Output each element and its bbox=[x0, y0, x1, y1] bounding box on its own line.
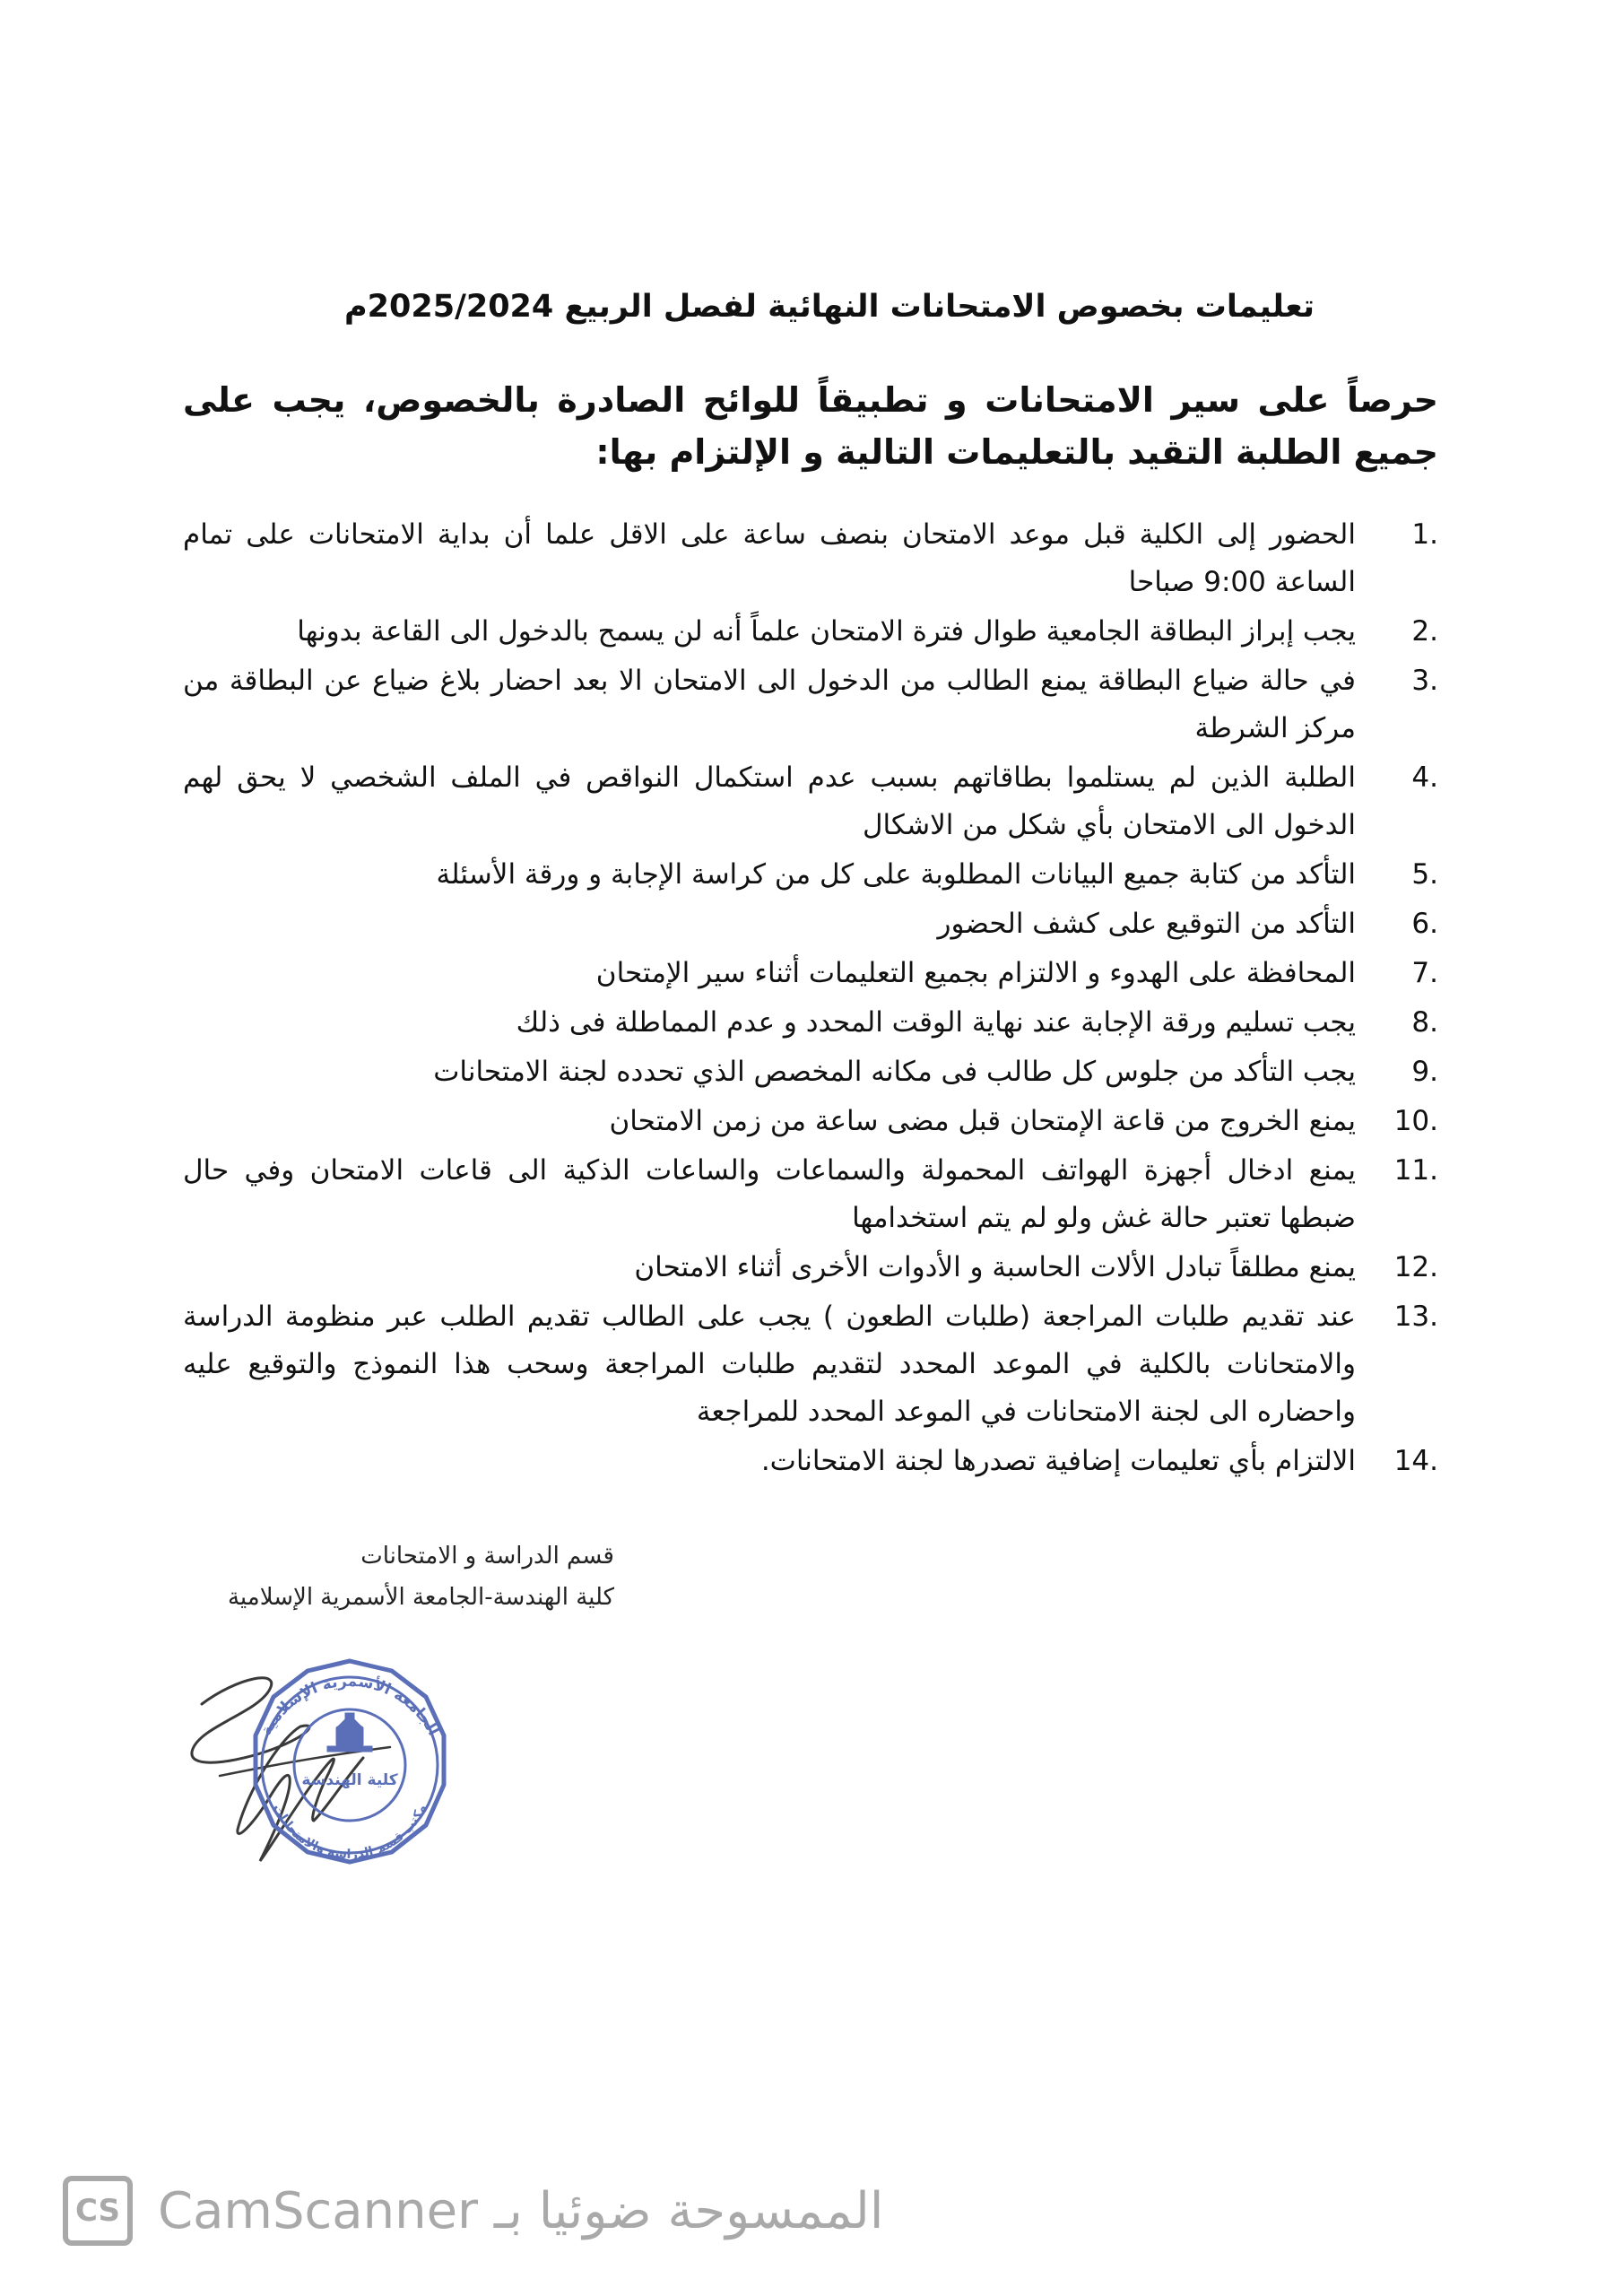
list-item bbox=[183, 1098, 1438, 1145]
list-item bbox=[183, 1147, 1438, 1242]
list-item bbox=[183, 657, 1438, 752]
item-number: 11. bbox=[1393, 1154, 1438, 1187]
item-text: الطلبة الذين لم يستلموا بطاقاتهم بسبب عدم استكمال النواقص في الملف الشخصي لا يحق لهم الدخول الى الامتحان بأي شكل من الاشكال bbox=[183, 761, 1356, 841]
item-number: 10. bbox=[1393, 1105, 1438, 1137]
list-item bbox=[183, 950, 1438, 997]
department-name: قسم الدراسة و الامتحانات bbox=[360, 1543, 614, 1570]
list-item bbox=[183, 511, 1438, 606]
item-number: 5. bbox=[1411, 858, 1438, 891]
item-text: يجب تسليم ورقة الإجابة عند نهاية الوقت المحدد و عدم المماطلة فى ذلك bbox=[516, 1006, 1356, 1039]
svg-text:مكتب قسم الدراسة والامتحانات: مكتب قسم الدراسة والامتحانات bbox=[269, 1802, 430, 1863]
item-text: التأكد من التوقيع على كشف الحضور bbox=[937, 908, 1356, 940]
item-number: 13. bbox=[1393, 1300, 1438, 1333]
list-item bbox=[183, 900, 1438, 948]
item-number: 8. bbox=[1411, 1006, 1438, 1039]
svg-text:الجامعة الأسمرية الإسلامية: الجامعة الأسمرية الإسلامية bbox=[256, 1672, 443, 1739]
stamp-inner-text: كلية الهندسة bbox=[301, 1771, 398, 1789]
item-text: التأكد من كتابة جميع البيانات المطلوبة على كل من كراسة الإجابة و ورقة الأسئلة bbox=[436, 858, 1356, 891]
list-item bbox=[183, 851, 1438, 899]
item-text: يمنع الخروج من قاعة الإمتحان قبل مضى ساعة من زمن الامتحان bbox=[609, 1105, 1356, 1137]
list-item bbox=[183, 1293, 1438, 1436]
item-text: الالتزام بأي تعليمات إضافية تصدرها لجنة الامتحانات. bbox=[760, 1445, 1356, 1477]
list-item bbox=[183, 608, 1438, 656]
signature-block bbox=[228, 1535, 614, 1618]
item-text: يجب التأكد من جلوس كل طالب فى مكانه المخصص الذي تحدده لجنة الامتحانات bbox=[433, 1056, 1356, 1088]
item-number: 12. bbox=[1393, 1251, 1438, 1283]
item-number: 3. bbox=[1411, 665, 1438, 697]
list-item bbox=[183, 999, 1438, 1047]
item-text: يمنع ادخال أجهزة الهواتف المحمولة والسماعات والساعات الذكية الى قاعات الامتحان وفي حال ضبطها تعتبر حالة غش ولو لم يتم استخدامها bbox=[183, 1154, 1356, 1234]
item-text: يجب إبراز البطاقة الجامعية طوال فترة الامتحان علماً أنه لن يسمح بالدخول الى القاعة بدونها bbox=[297, 615, 1356, 648]
item-number: 7. bbox=[1411, 957, 1438, 989]
list-item bbox=[183, 1244, 1438, 1292]
instructions-list bbox=[183, 511, 1438, 1487]
item-number: 4. bbox=[1411, 761, 1438, 794]
item-number: 1. bbox=[1411, 518, 1438, 551]
item-number: 6. bbox=[1411, 908, 1438, 940]
document-title: تعليمات بخصوص الامتحانات النهائية لفصل الربيع 2025/2024م bbox=[344, 289, 1315, 325]
list-item bbox=[183, 1048, 1438, 1096]
official-stamp-icon bbox=[184, 1641, 525, 1910]
intro-paragraph: حرصاً على سير الامتحانات و تطبيقاً للوائح الصادرة بالخصوص، يجب على جميع الطلبة التقيد بالتعليمات التالية و الإلتزام بها: bbox=[183, 380, 1438, 472]
item-text: في حالة ضياع البطاقة يمنع الطالب من الدخول الى الامتحان الا بعد احضار بلاغ ضياع عن البطاقة من مركز الشرطة bbox=[183, 665, 1356, 744]
list-item bbox=[183, 754, 1438, 849]
item-number: 14. bbox=[1393, 1445, 1438, 1477]
camscanner-logo-icon: CS bbox=[63, 2176, 133, 2246]
scanner-watermark bbox=[63, 2170, 883, 2251]
item-text: يمنع مطلقاً تبادل الألات الحاسبة و الأدوات الأخرى أثناء الامتحان bbox=[634, 1251, 1356, 1283]
item-number: 9. bbox=[1411, 1056, 1438, 1088]
scanner-label: الممسوحة ضوئيا بـ CamScanner bbox=[158, 2181, 884, 2240]
stamp-and-signature bbox=[184, 1641, 525, 1910]
item-text: الحضور إلى الكلية قبل موعد الامتحان بنصف ساعة على الاقل علما أن بداية الامتحانات على تمام الساعة 9:00 صباحا bbox=[183, 518, 1356, 598]
item-number: 2. bbox=[1411, 615, 1438, 648]
item-text: المحافظة على الهدوء و الالتزام بجميع التعليمات أثناء سير الإمتحان bbox=[595, 957, 1356, 989]
faculty-name: كلية الهندسة-الجامعة الأسمرية الإسلامية bbox=[227, 1584, 614, 1611]
list-item bbox=[183, 1438, 1438, 1485]
item-text: عند تقديم طلبات المراجعة (طلبات الطعون ) يجب على الطالب تقديم الطلب عبر منظومة الدراسة والامتحانات بالكلية في الموعد المحدد لتقديم طلبات المراجعة وسحب هذا النموذج والتوقيع عليه واحضاره الى لجنة الامتحانات في الموعد المحدد للمراجعة bbox=[183, 1300, 1356, 1428]
